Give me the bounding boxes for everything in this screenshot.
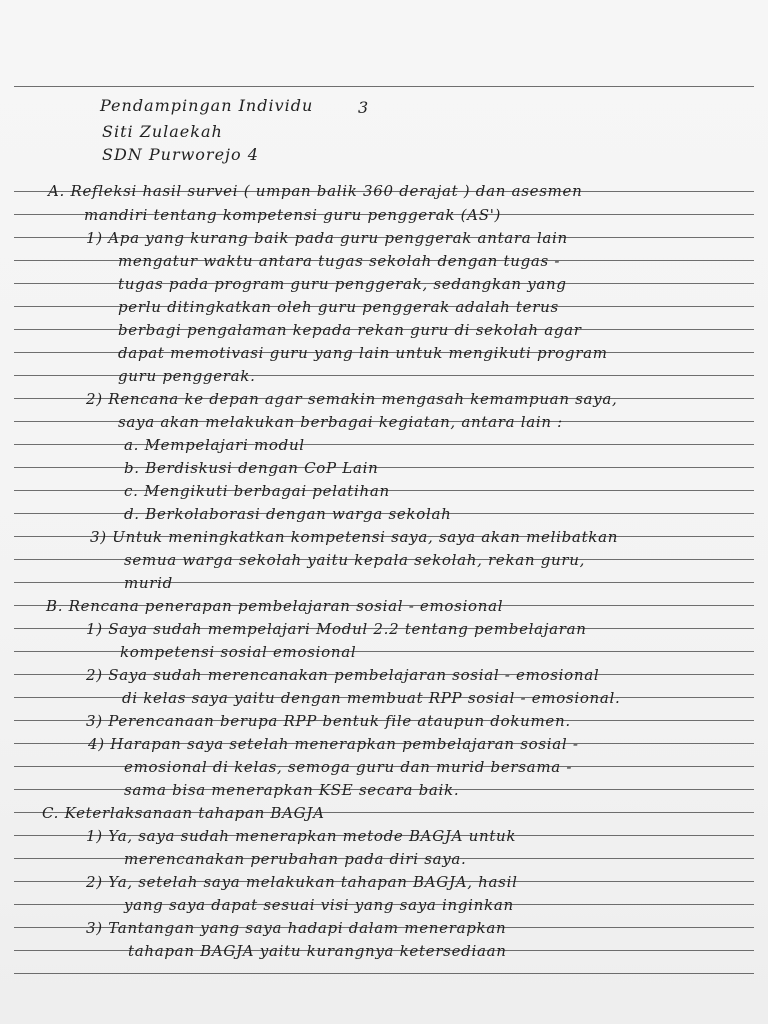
list-item: b. Berdiskusi dengan CoP Lain xyxy=(124,459,379,477)
page-number: 3 xyxy=(358,98,370,117)
text-line: 3) Untuk meningkatkan kompetensi saya, saya akan melibatkan xyxy=(90,528,619,546)
text-line: 2) Ya, setelah saya melakukan tahapan BAGJA, hasil xyxy=(86,873,518,891)
text-line: sama bisa menerapkan KSE secara baik. xyxy=(124,781,460,799)
text-line: dapat memotivasi guru yang lain untuk mengikuti program xyxy=(118,344,608,362)
text-line: 3) Tantangan yang saya hadapi dalam menerapkan xyxy=(86,919,507,937)
text-line: saya akan melakukan berbagai kegiatan, antara lain : xyxy=(118,413,563,431)
text-line: tahapan BAGJA yaitu kurangnya ketersediaan xyxy=(128,942,507,960)
text-line: semua warga sekolah yaitu kepala sekolah, rekan guru, xyxy=(124,551,586,569)
text-line: 4) Harapan saya setelah menerapkan pembelajaran sosial - xyxy=(88,735,579,753)
text-line: emosional di kelas, semoga guru dan murid bersama - xyxy=(124,758,573,776)
text-line: mengatur waktu antara tugas sekolah dengan tugas - xyxy=(118,252,561,270)
text-line: di kelas saya yaitu dengan membuat RPP sosial - emosional. xyxy=(122,689,621,707)
text-line: merencanakan perubahan pada diri saya. xyxy=(124,850,467,868)
page-title: Pendampingan Individu xyxy=(100,96,314,115)
text-line: 1) Apa yang kurang baik pada guru penggerak antara lain xyxy=(86,229,568,247)
text-line: murid xyxy=(124,574,173,592)
list-item: d. Berkolaborasi dengan warga sekolah xyxy=(124,505,452,523)
section-c-heading: C. Keterlaksanaan tahapan BAGJA xyxy=(42,804,325,822)
text-line: berbagi pengalaman kepada rekan guru di sekolah agar xyxy=(118,321,582,339)
list-item: c. Mengikuti berbagai pelatihan xyxy=(124,482,390,500)
text-line: 1) Saya sudah mempelajari Modul 2.2 tentang pembelajaran xyxy=(86,620,587,638)
text-line: 2) Rencana ke depan agar semakin mengasah kemampuan saya, xyxy=(86,390,618,408)
section-b-heading: B. Rencana penerapan pembelajaran sosial - emosional xyxy=(46,597,504,615)
list-item: a. Mempelajari modul xyxy=(124,436,305,454)
text-line: 2) Saya sudah merencanakan pembelajaran sosial - emosional xyxy=(86,666,600,684)
text-line: kompetensi sosial emosional xyxy=(120,643,357,661)
author-name: Siti Zulaekah xyxy=(102,122,223,141)
section-a-heading: A. Refleksi hasil survei ( umpan balik 360 derajat ) dan asesmen xyxy=(48,182,583,200)
text-line: perlu ditingkatkan oleh guru penggerak adalah terus xyxy=(118,298,559,316)
school-name: SDN Purworejo 4 xyxy=(102,145,259,164)
text-line: yang saya dapat sesuai visi yang saya inginkan xyxy=(124,896,514,914)
text-line: 3) Perencanaan berupa RPP bentuk file ataupun dokumen. xyxy=(86,712,571,730)
text-line: guru penggerak. xyxy=(118,367,256,385)
text-line: mandiri tentang kompetensi guru penggerak (AS') xyxy=(84,206,502,224)
text-line: tugas pada program guru penggerak, sedangkan yang xyxy=(118,275,567,293)
text-line: 1) Ya, saya sudah menerapkan metode BAGJA untuk xyxy=(86,827,517,845)
